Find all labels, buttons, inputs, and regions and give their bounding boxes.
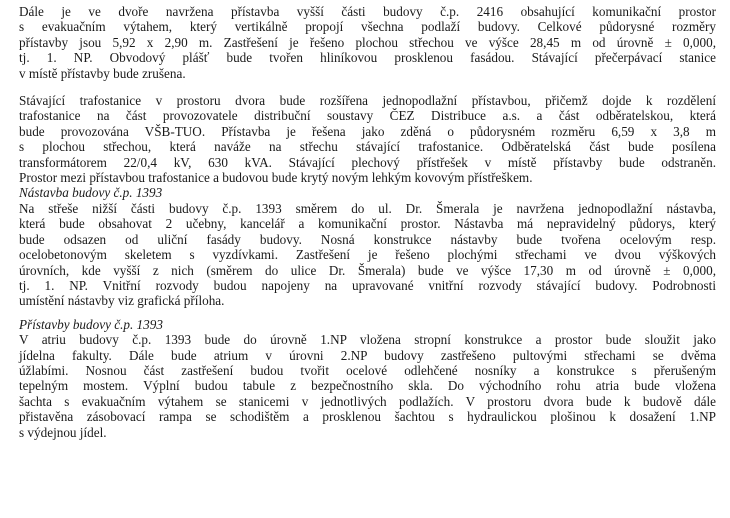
section-heading-superstructure: Nástavba budovy č.p. 1393 <box>19 185 163 201</box>
text-line: v místě přístavby bude zrušena. <box>19 65 186 81</box>
paragraph-extensions-1393 <box>19 332 716 440</box>
paragraph-spacer <box>19 309 716 317</box>
paragraph-superstructure-1393 <box>19 201 716 309</box>
text-line: úžlabími. Nosnou část zastřešení budou tvořit ocelové odlehčené nosníky a konstrukce s přerušeným <box>19 362 716 378</box>
section-heading-extensions: Přístavby budovy č.p. 1393 <box>19 316 163 332</box>
text-line: šachta s evakuačním výtahem se stanicemi v jednotlivých podlažích. V prostoru dvora bude k budově dále <box>19 393 716 409</box>
text-line: Na střeše nižší části budovy č.p. 1393 směrem do ul. Dr. Šmerala je navržena jednopodlažní nástavba, <box>19 200 716 216</box>
text-line: tj. 1. NP. Vnitřní rozvody budou napojeny na upravované vnitřní rozvody stávající budovy. Podrobnosti <box>19 277 716 293</box>
text-line: Prostor mezi přístavbou trafostanice a budovou bude krytý novým lehkým kovovým přístřeškem. <box>19 170 533 186</box>
paragraph-transformer-station <box>19 93 716 185</box>
text-line: jídelna fakulty. Dále bude atrium v úrovni 2.NP budovy zastřešeno pultovými střechami se dvěma <box>19 347 716 363</box>
text-line: úrovních, kde vyšší z nich (směrem do ulice Dr. Šmerala) bude ve výšce 17,30 m od úrovně ± 0,000, <box>19 262 716 278</box>
text-line: Stávající trafostanice v prostoru dvora bude rozšířena jednopodlažní přístavbou, přičemž dojde k rozdělení <box>19 93 716 109</box>
paragraph-extension-2416 <box>19 4 716 81</box>
text-line: bude provozována VŠB-TUO. Přístavba je řešena jako zděná o půdorysném rozměru 6,59 x 3,8 m <box>19 123 716 139</box>
text-line: s výdejnou jídel. <box>19 424 107 440</box>
text-line: přistavěna zásobovací rampa se schodištěm a prosklenou šachtou s hydraulickou plošinou k dosažení 1.NP <box>19 409 716 425</box>
text-line: Dále je ve dvoře navržena přístavba vyšší části budovy č.p. 2416 obsahující komunikační prostor <box>19 4 716 19</box>
text-line: bude odsazen od uliční fasády budovy. Nosná konstrukce nástavby bude tvořena ocelovým resp. <box>19 231 716 247</box>
text-line: která bude obsahovat 2 učebny, kancelář a komunikační prostor. Nástavba má nepravidelný půdorys, který <box>19 216 716 232</box>
paragraph-spacer <box>19 81 716 93</box>
text-line: tepelným mostem. Výplní budou tabule z bezpečnostního skla. Do východního rohu atria bude vložena <box>19 378 716 394</box>
text-line: s plochou střechou, která naváže na střechu stávající trafostanice. Odběratelská část bude posílena <box>19 139 716 155</box>
text-line: přístavby jsou 5,92 x 2,90 m. Zastřešení je řešeno plochou střechou ve výšce 28,45 m od úrovně ± 0,000, <box>19 34 716 50</box>
text-line: s evakuačním výtahem, který vertikálně propojí všechna podlaží budovy. Celkové půdorysné rozměry <box>19 19 716 35</box>
text-line: ocelobetonovým skeletem s vyzdívkami. Zastřešení je řešeno plochými střechami ve dvou výškových <box>19 247 716 263</box>
text-line: tj. 1. NP. Obvodový plášť bude tvořen hliníkovou prosklenou fasádou. Stávající přečerpávací stanice <box>19 50 716 66</box>
text-line: V atriu budovy č.p. 1393 bude do úrovně 1.NP vložena stropní konstrukce a prostor bude sloužit jako <box>19 332 716 348</box>
text-line: transformátorem 22/0,4 kV, 630 kVA. Stávající plechový přístřešek v místě přístavby bude odstraněn. <box>19 154 716 170</box>
text-line: trafostanice na část provozovatele distribuční soustavy ČEZ Distribuce a.s. a část odběratelskou, která <box>19 108 716 124</box>
text-line: umístění nástavby viz grafická příloha. <box>19 293 225 309</box>
